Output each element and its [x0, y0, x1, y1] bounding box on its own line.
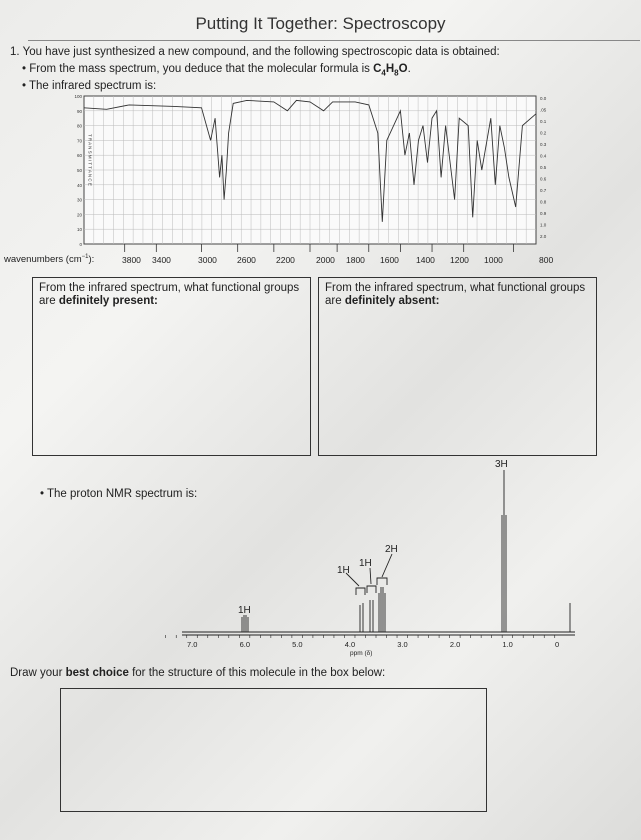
nmr-bullet: • The proton NMR spectrum is:: [40, 488, 198, 500]
integration-bracket-2: [367, 586, 376, 593]
wavenumber-tick-label: 2200: [276, 255, 295, 265]
wavenumber-tick-label: 3400: [152, 255, 171, 265]
ir-y-tick-label: 40: [76, 182, 82, 188]
ir-y-tick-label: 50: [76, 168, 82, 173]
wavenumber-tick-label: 1400: [416, 255, 435, 265]
wavenumber-tick-label: 800: [539, 255, 554, 265]
ir-y-tick-label: 80: [76, 123, 82, 129]
ir-spectrum: [74, 94, 564, 258]
ir-y-tick-label: 10: [76, 227, 82, 233]
wavenumber-tick-label: 1800: [346, 255, 365, 265]
ir-absorbance-tick-label: 0.2: [540, 130, 547, 136]
present-question: From the infrared spectrum, what functional groups are definitely present:: [39, 282, 300, 307]
nmr-tick-label: 7.0: [187, 640, 198, 649]
ir-y-label: T R A N S M I T T A N C E: [87, 134, 93, 186]
nmr-tick-label: 5.0: [292, 640, 303, 649]
label-leader-1h-b: [370, 568, 371, 584]
nmr-tick-label: 3.0: [397, 640, 408, 649]
nmr-tick-label: 4.0: [344, 640, 356, 649]
ir-absorbance-tick-label: 0.3: [540, 142, 547, 147]
nmr-label-1h-a: 1H: [337, 565, 350, 576]
wavenumber-tick-label: 1200: [450, 255, 469, 265]
structure-drawing-box[interactable]: [60, 688, 487, 812]
ir-absorbance-tick-label: 0.1: [540, 119, 547, 124]
nmr-tick-label: 0: [555, 640, 560, 649]
title-divider: [28, 40, 640, 41]
ir-y-tick-label: 100: [74, 94, 82, 99]
mass-spec-bullet: • From the mass spectrum, you deduce that the molecular formula is $C_4H_8O$.: [22, 63, 411, 78]
ir-absorbance-tick-label: 0.4: [540, 153, 547, 159]
nmr-label-2h: 2H: [385, 544, 398, 555]
ir-absorbance-tick-label: 1.0: [540, 222, 547, 228]
nmr-xlabel: ppm (δ): [350, 650, 373, 657]
nmr-label-1h-vinyl: 1H: [238, 605, 251, 616]
ir-absorbance-tick-label: 0.9: [540, 211, 547, 216]
ir-y-tick-label: 70: [76, 138, 82, 144]
nmr-tick-label: 2.0: [449, 640, 461, 649]
ir-bullet: • The infrared spectrum is:: [22, 80, 157, 92]
ir-y-tick-label: 20: [76, 212, 82, 218]
nmr-tick-label: 6.0: [239, 640, 251, 649]
integration-bracket-1: [356, 588, 365, 595]
mass-spec-text: • From the mass spectrum, you deduce that the molecular formula is: [22, 63, 374, 75]
wavenumbers-label: wavenumbers $(cm^{-1})$:: [4, 254, 95, 266]
wavenumber-tick-label: 2600: [237, 255, 256, 265]
wavenumber-tick-label: 3800: [122, 255, 141, 265]
nmr-label-3h: 3H: [495, 459, 508, 470]
nmr-tick-label: 1.0: [502, 640, 513, 649]
nmr-label-1h-b: 1H: [359, 558, 372, 569]
ir-absorbance-tick-label: 0.6: [540, 176, 547, 182]
integration-bracket-3: [377, 578, 387, 585]
answer-box-absent[interactable]: [318, 277, 597, 456]
label-leader-2h: [382, 554, 392, 577]
wavenumber-tick-label: 3000: [198, 255, 217, 265]
question-text: 1. You have just synthesized a new compound, and the following spectroscopic data is obtained:: [10, 46, 500, 58]
page-title: Putting It Together: Spectroscopy: [195, 14, 446, 33]
ir-absorbance-tick-label: 0.7: [540, 188, 547, 193]
answer-box-present[interactable]: [32, 277, 311, 456]
wavenumber-tick-label: 1000: [484, 255, 503, 265]
ir-absorbance-tick-label: .05: [540, 107, 547, 113]
ir-y-tick-label: 30: [76, 197, 82, 203]
wavenumber-tick-label: 2000: [316, 255, 335, 265]
ir-y-tick-label: 90: [76, 108, 82, 114]
ir-absorbance-tick-label: 2.0: [540, 234, 547, 239]
wavenumbers-axis: [4, 254, 554, 266]
ir-spectrum-chart: [74, 94, 564, 258]
nmr-spectrum-chart: [170, 455, 590, 670]
molecular-formula: $C_4H_8O$: [373, 63, 408, 78]
ir-absorbance-tick-label: 0.8: [540, 199, 547, 205]
ir-absorbance-tick-label: 0.0: [540, 96, 547, 101]
ir-y-tick-label: 60: [76, 153, 82, 159]
ir-y-tick-label: 0: [79, 242, 82, 247]
draw-instructions: Draw your best choice for the structure of this molecule in the box below:: [10, 667, 386, 679]
absent-question: From the infrared spectrum, what functional groups are definitely absent:: [325, 282, 586, 307]
wavenumber-tick-label: 1600: [380, 255, 399, 265]
ir-absorbance-tick-label: 0.5: [540, 165, 547, 170]
